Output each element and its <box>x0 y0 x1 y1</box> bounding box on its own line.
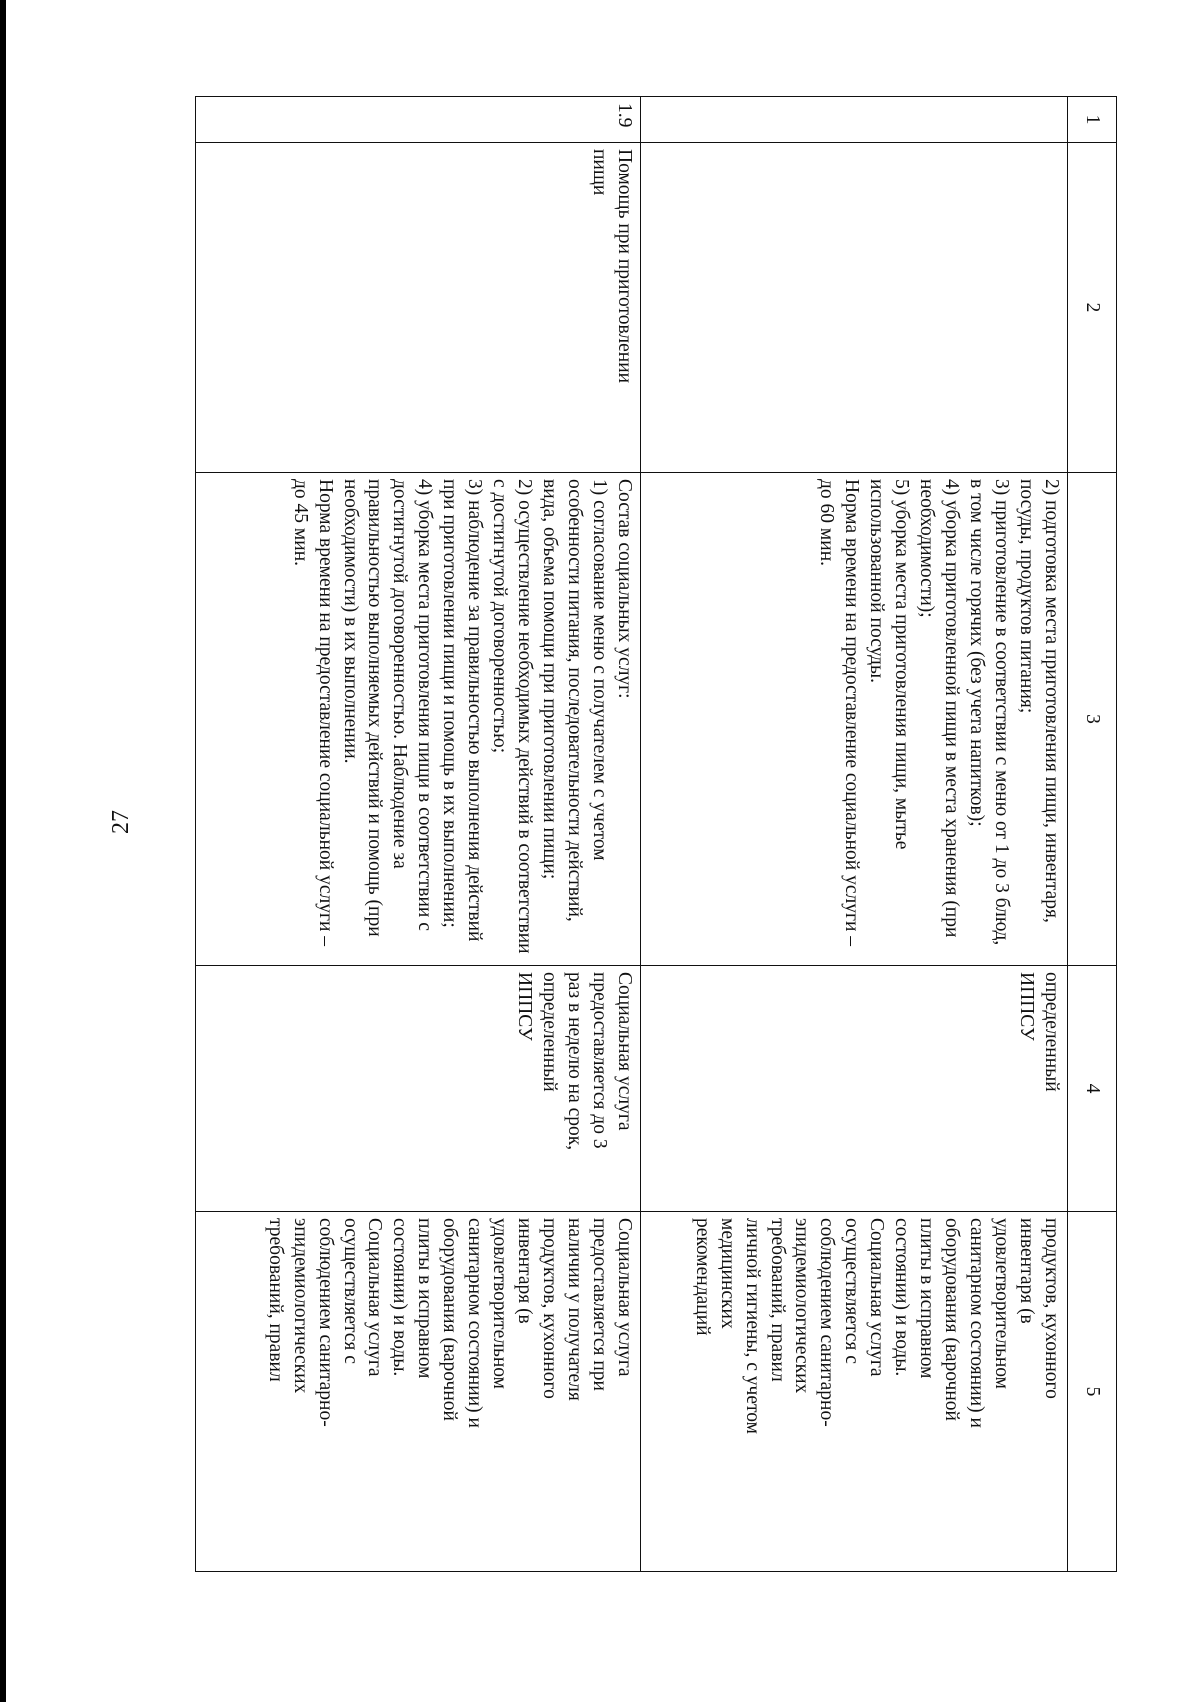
period-line: раз в неделю на срок, <box>564 972 586 1151</box>
conditions-line: санитарном состоянии) и <box>464 1218 486 1428</box>
services-table <box>195 96 1117 1572</box>
conditions-line: плиты в исправном <box>916 1218 938 1379</box>
conditions-line: Социальная услуга <box>614 1218 635 1377</box>
table-row <box>641 97 1068 1572</box>
content-line: до 60 мин. <box>816 479 838 567</box>
content-line: посуды, продуктов питания; <box>1016 479 1038 714</box>
conditions-line: наличии у получателя <box>564 1218 586 1401</box>
conditions-line: соблюдением санитарно- <box>314 1218 336 1427</box>
service-conditions-cell <box>641 1212 1068 1572</box>
name-line: пищи <box>589 149 611 196</box>
header-cell: 5 <box>1068 1212 1117 1572</box>
content-line: правильностью выполняемых действий и помощь (при <box>364 479 386 937</box>
content-line: Норма времени на предоставление социальной услуги – <box>841 479 863 947</box>
header-cell: 2 <box>1068 143 1117 473</box>
service-period-cell <box>196 966 641 1212</box>
content-line: Норма времени на предоставление социальной услуги – <box>314 479 336 947</box>
conditions-line: эпидемиологических <box>791 1218 813 1394</box>
period-line: Социальная услуга <box>614 972 635 1131</box>
conditions-line: Социальная услуга <box>364 1218 386 1377</box>
conditions-line: оборудования (варочной <box>941 1218 963 1421</box>
conditions-line: продуктов, кухонного <box>1041 1218 1062 1399</box>
row-number-cell: 1.9 <box>196 97 641 143</box>
period-line: определенный <box>1041 972 1062 1092</box>
conditions-line: эпидемиологических <box>289 1218 311 1394</box>
scan-edge <box>0 0 6 1702</box>
conditions-line: оборудования (варочной <box>439 1218 461 1421</box>
table-header-row <box>1068 97 1117 1572</box>
content-line: до 45 мин. <box>289 479 311 567</box>
conditions-line: личной гигиены, с учетом <box>741 1218 763 1435</box>
conditions-line: плиты в исправном <box>414 1218 436 1379</box>
name-line: Помощь при приготовлении <box>614 149 635 384</box>
conditions-line: санитарном состоянии) и <box>966 1218 988 1428</box>
conditions-line: рекомендаций <box>691 1218 713 1336</box>
header-cell: 1 <box>1068 97 1117 143</box>
conditions-line: требований, правил <box>264 1218 286 1382</box>
content-line: особенности питания, последовательности действий, <box>564 479 586 922</box>
conditions-line: удовлетворительном <box>991 1218 1013 1390</box>
conditions-line: осуществляется с <box>339 1218 361 1364</box>
content-line: 2) подготовка места приготовления пищи, инвентаря, <box>1041 479 1062 923</box>
conditions-line: требований, правил <box>766 1218 788 1382</box>
content-line: 5) уборка места приготовления пищи, мытье <box>891 479 913 850</box>
page-number: 27 <box>108 810 134 834</box>
content-line: вида, объема помощи при приготовлении пищи; <box>539 479 561 880</box>
conditions-line: осуществляется с <box>841 1218 863 1364</box>
content-line: с достигнутой договоренностью; <box>489 479 511 754</box>
service-content-cell <box>196 473 641 966</box>
content-line: 3) приготовление в соответствии с меню от 1 до 3 блюд, <box>991 479 1013 946</box>
row-number-cell <box>641 97 1068 143</box>
content-line: 4) уборка места приготовления пищи в соответствии с <box>414 479 436 931</box>
content-line: 2) осуществление необходимых действий в соответствии <box>514 479 536 954</box>
content-line: необходимости) в их выполнении. <box>339 479 361 764</box>
header-cell: 4 <box>1068 966 1117 1212</box>
conditions-line: инвентаря (в <box>1016 1218 1038 1324</box>
rotated-sheet <box>195 96 1117 1571</box>
period-line: предоставляется до 3 <box>589 972 611 1149</box>
content-line: при приготовлении пищи и помощь в их выполнении; <box>439 479 461 928</box>
content-line: 4) уборка приготовленной пищи в места хранения (при <box>941 479 963 938</box>
conditions-line: Социальная услуга <box>866 1218 888 1377</box>
conditions-line: состоянии) и воды. <box>389 1218 411 1377</box>
content-line: использованной посуды. <box>866 479 888 684</box>
period-line: ИППСУ <box>514 972 536 1041</box>
conditions-line: соблюдением санитарно- <box>816 1218 838 1427</box>
conditions-line: инвентаря (в <box>514 1218 536 1324</box>
header-cell: 3 <box>1068 473 1117 966</box>
content-line: в том числе горячих (без учета напитков); <box>966 479 988 827</box>
conditions-line: состоянии) и воды. <box>891 1218 913 1377</box>
service-period-cell <box>641 966 1068 1212</box>
table-row <box>196 97 641 1572</box>
content-line: необходимости); <box>916 479 938 618</box>
conditions-line: удовлетворительном <box>489 1218 511 1390</box>
period-line: ИППСУ <box>1016 972 1038 1041</box>
content-line: 1) согласование меню с получателем с учетом <box>589 479 611 861</box>
service-name-cell <box>641 143 1068 473</box>
service-content-cell <box>641 473 1068 966</box>
content-line: 3) наблюдение за правильностью выполнения действий <box>464 479 486 942</box>
content-line: достигнутой договоренностью. Наблюдение за <box>389 479 411 869</box>
conditions-line: продуктов, кухонного <box>539 1218 561 1399</box>
service-name-cell <box>196 143 641 473</box>
conditions-line: предоставляется при <box>589 1218 611 1391</box>
conditions-line: медицинских <box>716 1218 738 1329</box>
period-line: определенный <box>539 972 561 1092</box>
service-conditions-cell <box>196 1212 641 1572</box>
content-line: Состав социальных услуг: <box>614 479 635 699</box>
